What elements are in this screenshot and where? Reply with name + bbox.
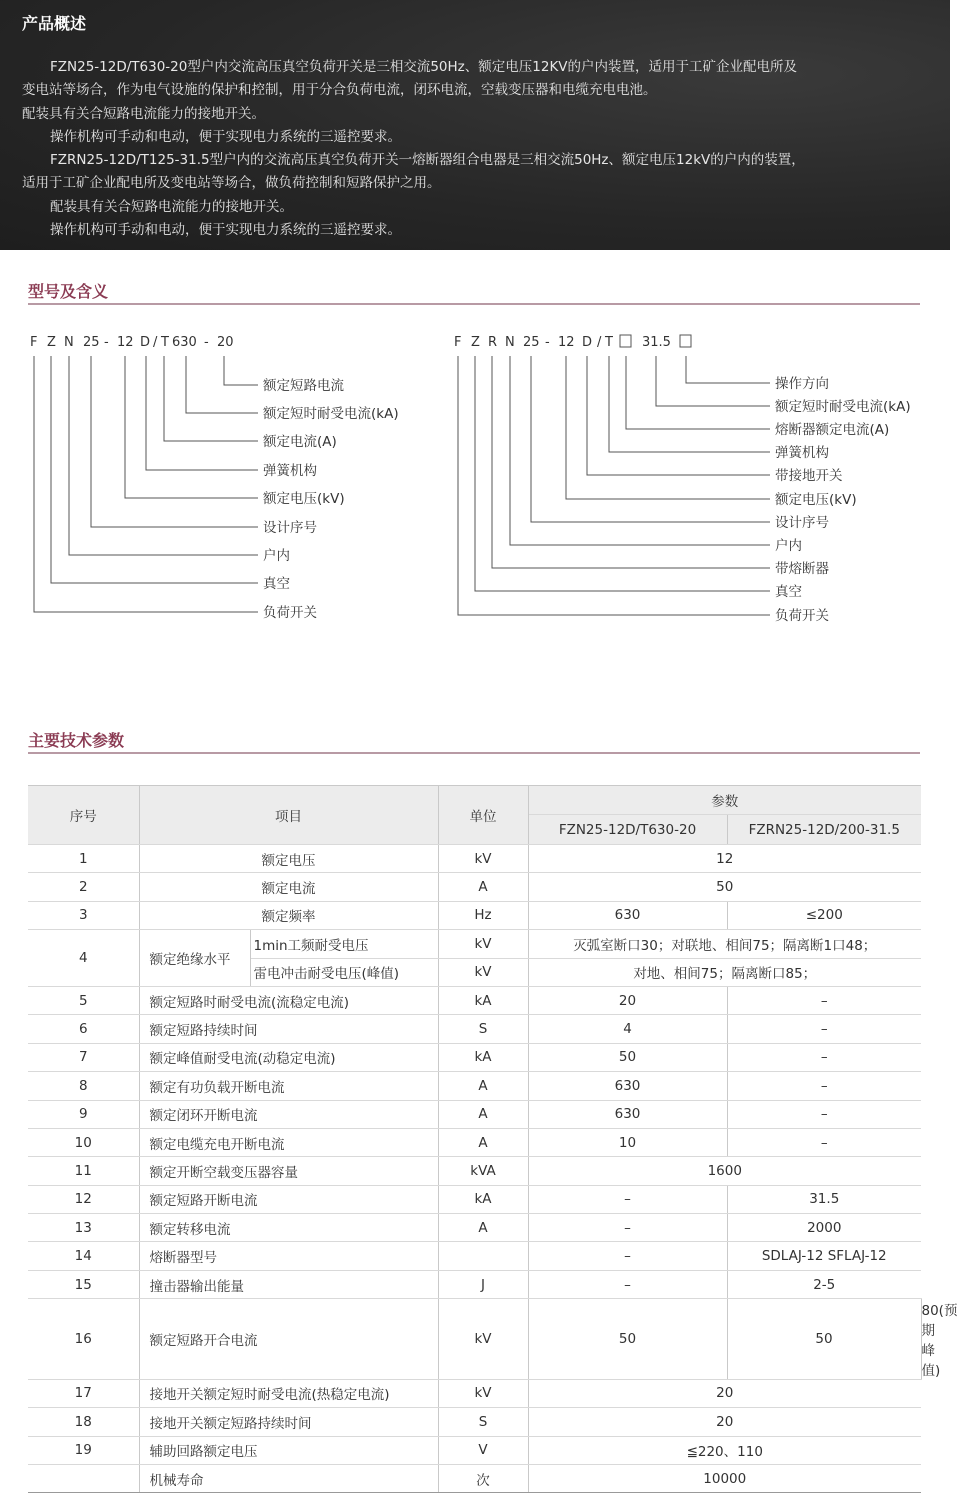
cell-value-b: – bbox=[727, 1072, 921, 1100]
cell-subitem: 雷电冲击耐受电压(峰值) bbox=[250, 958, 438, 986]
overview-line: 操作机构可手动和电动，便于实现电力系统的三遥控要求。 bbox=[50, 128, 401, 145]
code-mark: T bbox=[161, 335, 169, 350]
cell-value-a: – bbox=[528, 1214, 727, 1242]
code-label: 带熔断器 bbox=[775, 561, 829, 577]
cell-unit: A bbox=[438, 1072, 528, 1100]
connector-line bbox=[492, 356, 770, 568]
cell-value-b: 31.5 bbox=[727, 1185, 921, 1213]
table-row bbox=[28, 1185, 921, 1213]
overview-line: 配装具有关合短路电流能力的接地开关。 bbox=[22, 105, 265, 122]
cell-item: 额定开断空载变压器容量 bbox=[139, 1157, 438, 1185]
code-label: 熔断器额定电流(A) bbox=[775, 422, 890, 438]
code-label: 户内 bbox=[263, 548, 290, 564]
code-label: 额定短时耐受电流(kA) bbox=[263, 406, 399, 422]
cell-unit: 次 bbox=[438, 1464, 528, 1492]
model-code-diagram bbox=[0, 325, 950, 635]
cell-value-b: SDLAJ-12 SFLAJ-12 bbox=[727, 1242, 921, 1270]
parameters-table bbox=[28, 785, 957, 1493]
header-model-a: FZN25-12D/T630-20 bbox=[528, 815, 727, 845]
product-overview bbox=[0, 0, 950, 250]
table-row bbox=[28, 1100, 921, 1128]
cell-item: 机械寿命 bbox=[139, 1464, 438, 1492]
overview-line: 操作机构可手动和电动，便于实现电力系统的三遥控要求。 bbox=[50, 222, 401, 239]
code-mark: F bbox=[454, 335, 462, 350]
code-mark: / bbox=[153, 335, 158, 350]
cell-item: 额定短路开合电流 bbox=[139, 1299, 438, 1380]
cell-value-b: – bbox=[727, 1128, 921, 1156]
cell-item: 辅助回路额定电压 bbox=[139, 1436, 438, 1464]
header-unit: 单位 bbox=[438, 786, 528, 845]
cell-subitem: 1min工频耐受电压 bbox=[250, 930, 438, 958]
table-row bbox=[28, 1408, 921, 1436]
overview-line: 配装具有关合短路电流能力的接地开关。 bbox=[50, 198, 293, 215]
code-mark: T bbox=[605, 335, 613, 350]
code-label: 设计序号 bbox=[775, 515, 829, 531]
cell-value-a: – bbox=[528, 1242, 727, 1270]
overview-title: 产品概述 bbox=[22, 14, 87, 33]
overview-line: 适用于工矿企业配电所及变电站等场合，做负荷控制和短路保护之用。 bbox=[22, 175, 441, 192]
cell-item: 撞击器输出能量 bbox=[139, 1270, 438, 1298]
cell-value: ≦220、110 bbox=[528, 1436, 921, 1464]
left-labels bbox=[263, 377, 399, 621]
cell-no: 14 bbox=[28, 1242, 139, 1270]
cell-no: 2 bbox=[28, 873, 139, 901]
cell-item: 熔断器型号 bbox=[139, 1242, 438, 1270]
connector-line bbox=[686, 356, 770, 383]
cell-no: 19 bbox=[28, 1436, 139, 1464]
connector-line bbox=[656, 356, 770, 406]
table-row bbox=[28, 1464, 921, 1492]
cell-unit: V bbox=[438, 1436, 528, 1464]
cell-unit: kA bbox=[438, 986, 528, 1014]
table-row bbox=[28, 986, 921, 1014]
cell-value-a: 20 bbox=[528, 986, 727, 1014]
code-label: 负荷开关 bbox=[263, 605, 317, 621]
code-label: 额定电压(kV) bbox=[775, 492, 857, 508]
placeholder-box bbox=[620, 335, 631, 347]
table-row: 16 额定短路开合电流 kV 50 50 80(预期峰值) bbox=[28, 1299, 921, 1380]
right-model-code bbox=[454, 335, 691, 350]
cell-value-b: – bbox=[727, 1100, 921, 1128]
left-model-code bbox=[30, 335, 234, 350]
cell-no: 15 bbox=[28, 1270, 139, 1298]
code-mark: - bbox=[545, 335, 550, 350]
cell-unit: kV bbox=[438, 930, 528, 958]
cell-unit: J bbox=[438, 1270, 528, 1298]
cell-value: 50 bbox=[528, 873, 921, 901]
cell-value-b: – bbox=[727, 1043, 921, 1071]
code-mark: R bbox=[488, 335, 498, 350]
table-row bbox=[28, 1214, 921, 1242]
code-mark: Z bbox=[47, 335, 56, 350]
header-params: 参数 bbox=[528, 786, 921, 815]
code-mark: N bbox=[505, 335, 515, 350]
connector-line bbox=[531, 356, 770, 522]
cell-item: 额定转移电流 bbox=[139, 1214, 438, 1242]
table-row bbox=[28, 1242, 921, 1270]
code-label: 设计序号 bbox=[263, 520, 317, 536]
cell-no: 6 bbox=[28, 1015, 139, 1043]
cell-unit: S bbox=[438, 1015, 528, 1043]
cell-item: 额定短路开断电流 bbox=[139, 1185, 438, 1213]
cell-unit: kA bbox=[438, 1185, 528, 1213]
cell-unit bbox=[438, 1242, 528, 1270]
cell-item: 额定绝缘水平 bbox=[139, 930, 250, 987]
cell-value-a: 4 bbox=[528, 1015, 727, 1043]
cell-unit: kV bbox=[438, 958, 528, 986]
cell-no: 13 bbox=[28, 1214, 139, 1242]
cell-value: 1600 bbox=[528, 1157, 921, 1185]
table-row bbox=[28, 1128, 921, 1156]
cell-no: 9 bbox=[28, 1100, 139, 1128]
cell-no: 10 bbox=[28, 1128, 139, 1156]
cell-item: 额定电缆充电开断电流 bbox=[139, 1128, 438, 1156]
cell-value-b: ≤200 bbox=[727, 901, 921, 929]
code-label: 额定电流(A) bbox=[263, 434, 337, 450]
header-item: 项目 bbox=[139, 786, 438, 845]
section-divider bbox=[28, 752, 920, 754]
cell-item: 额定短路时耐受电流(流稳定电流) bbox=[139, 986, 438, 1014]
connector-line bbox=[510, 356, 770, 545]
code-mark: 630 bbox=[172, 335, 197, 350]
cell-value-a: 630 bbox=[528, 901, 727, 929]
code-mark: / bbox=[597, 335, 602, 350]
connector-line bbox=[224, 356, 258, 385]
cell-value-a: 630 bbox=[528, 1072, 727, 1100]
cell-value-a: – bbox=[528, 1185, 727, 1213]
right-connectors bbox=[458, 356, 770, 615]
code-label: 操作方向 bbox=[775, 376, 829, 392]
cell-value: 12 bbox=[528, 845, 921, 873]
params-section-title: 主要技术参数 bbox=[28, 731, 125, 750]
section-divider bbox=[28, 303, 920, 305]
cell-value: 对地、相间75；隔离断口85； bbox=[528, 958, 921, 986]
header-model-b: FZRN25-12D/200-31.5 bbox=[727, 815, 921, 845]
overview-text bbox=[22, 56, 934, 242]
cell-item: 额定有功负载开断电流 bbox=[139, 1072, 438, 1100]
table-row bbox=[28, 845, 921, 873]
code-label: 额定短时耐受电流(kA) bbox=[775, 399, 911, 415]
overview-line: FZN25-12D/T630-20型户内交流高压真空负荷开关是三相交流50Hz、额定电压12KV的户内装置，适用于工矿企业配电所及 bbox=[50, 59, 798, 75]
cell-no: 7 bbox=[28, 1043, 139, 1071]
cell-item: 额定闭环开断电流 bbox=[139, 1100, 438, 1128]
cell-item: 接地开关额定短路持续时间 bbox=[139, 1408, 438, 1436]
cell-no: 11 bbox=[28, 1157, 139, 1185]
connector-line bbox=[125, 356, 258, 498]
cell-unit: kVA bbox=[438, 1157, 528, 1185]
header-no: 序号 bbox=[28, 786, 139, 845]
cell-no: 17 bbox=[28, 1379, 139, 1407]
cell-unit: A bbox=[438, 1128, 528, 1156]
cell-value-b: – bbox=[727, 1015, 921, 1043]
cell-value-b: 2-5 bbox=[727, 1270, 921, 1298]
cell-value: 20 bbox=[528, 1408, 921, 1436]
connector-line bbox=[458, 356, 770, 615]
code-mark: - bbox=[204, 335, 209, 350]
code-label: 额定电压(kV) bbox=[263, 491, 345, 507]
cell-unit: A bbox=[438, 873, 528, 901]
connector-line bbox=[626, 356, 770, 429]
model-section-title: 型号及含义 bbox=[28, 282, 109, 301]
code-label: 弹簧机构 bbox=[263, 463, 317, 479]
table-row bbox=[28, 1270, 921, 1298]
code-label: 户内 bbox=[775, 538, 802, 554]
table-row bbox=[28, 930, 921, 958]
table-row bbox=[28, 901, 921, 929]
cell-no: 3 bbox=[28, 901, 139, 929]
cell-item: 接地开关额定短时耐受电流(热稳定电流) bbox=[139, 1379, 438, 1407]
cell-unit: A bbox=[438, 1214, 528, 1242]
cell-item: 额定电压 bbox=[139, 845, 438, 873]
cell-no: 8 bbox=[28, 1072, 139, 1100]
cell-unit: kV bbox=[438, 1299, 528, 1380]
cell-no: 16 bbox=[28, 1299, 139, 1380]
cell-no: 12 bbox=[28, 1185, 139, 1213]
placeholder-box bbox=[680, 335, 691, 347]
table-row bbox=[28, 1015, 921, 1043]
cell-unit: kA bbox=[438, 1043, 528, 1071]
table-row bbox=[28, 1379, 921, 1407]
code-mark: 12 bbox=[558, 335, 575, 350]
overview-line: FZRN25-12D/T125-31.5型户内的交流高压真空负荷开关一熔断器组合电器是三相交流50Hz、额定电压12kV的户内的装置， bbox=[50, 152, 805, 169]
code-mark: 25 bbox=[523, 335, 540, 350]
left-connectors bbox=[34, 356, 258, 612]
code-label: 负荷开关 bbox=[775, 608, 829, 624]
overview-line: 变电站等场合，作为电气设施的保护和控制，用于分合负荷电流，闭环电流，空载变压器和电缆充电电池。 bbox=[22, 82, 657, 99]
right-labels bbox=[775, 375, 911, 624]
code-mark: 25 bbox=[83, 335, 100, 350]
cell-value-a: 630 bbox=[528, 1100, 727, 1128]
code-label: 额定短路电流 bbox=[263, 378, 344, 394]
cell-item: 额定频率 bbox=[139, 901, 438, 929]
cell-unit: A bbox=[438, 1100, 528, 1128]
connector-line bbox=[587, 356, 770, 475]
connector-line bbox=[475, 356, 770, 591]
table-row bbox=[28, 1043, 921, 1071]
cell-value-a: 50 bbox=[727, 1299, 921, 1380]
cell-value: 灭弧室断口30；对联地、相间75；隔离断1口48； bbox=[528, 930, 921, 958]
table-row bbox=[28, 1436, 921, 1464]
cell-value-a: 50 bbox=[528, 1043, 727, 1071]
cell-value-a: – bbox=[528, 1270, 727, 1298]
cell-value: 10000 bbox=[528, 1464, 921, 1492]
code-mark: - bbox=[104, 335, 109, 350]
cell-value: 20 bbox=[528, 1379, 921, 1407]
code-mark: D bbox=[582, 335, 593, 350]
code-mark: F bbox=[30, 335, 38, 350]
cell-unit: Hz bbox=[438, 901, 528, 929]
code-mark: D bbox=[140, 335, 151, 350]
cell-no: 4 bbox=[28, 930, 139, 987]
cell-value-b: – bbox=[727, 986, 921, 1014]
cell-unit: kV bbox=[438, 1379, 528, 1407]
cell-item: 额定峰值耐受电流(动稳定电流) bbox=[139, 1043, 438, 1071]
connector-line bbox=[566, 356, 770, 499]
connector-line bbox=[609, 356, 770, 452]
cell-value-a: 50 bbox=[528, 1299, 727, 1380]
table-row bbox=[28, 1157, 921, 1185]
cell-no: 18 bbox=[28, 1408, 139, 1436]
code-mark: 31.5 bbox=[642, 335, 671, 350]
code-mark: Z bbox=[471, 335, 480, 350]
code-label: 真空 bbox=[775, 584, 802, 600]
code-mark: N bbox=[64, 335, 74, 350]
code-label: 弹簧机构 bbox=[775, 445, 829, 461]
cell-unit: S bbox=[438, 1408, 528, 1436]
cell-item: 额定短路持续时间 bbox=[139, 1015, 438, 1043]
connector-line bbox=[164, 356, 258, 441]
table-row bbox=[28, 1072, 921, 1100]
code-label: 真空 bbox=[263, 576, 290, 592]
cell-value-b: 2000 bbox=[727, 1214, 921, 1242]
cell-value-a: 10 bbox=[528, 1128, 727, 1156]
code-mark: 12 bbox=[117, 335, 134, 350]
table-row bbox=[28, 873, 921, 901]
cell-unit: kV bbox=[438, 845, 528, 873]
cell-no: 5 bbox=[28, 986, 139, 1014]
cell-item: 额定电流 bbox=[139, 873, 438, 901]
cell-no: 1 bbox=[28, 845, 139, 873]
cell-no bbox=[28, 1464, 139, 1492]
code-label: 带接地开关 bbox=[775, 468, 843, 484]
code-mark: 20 bbox=[217, 335, 234, 350]
